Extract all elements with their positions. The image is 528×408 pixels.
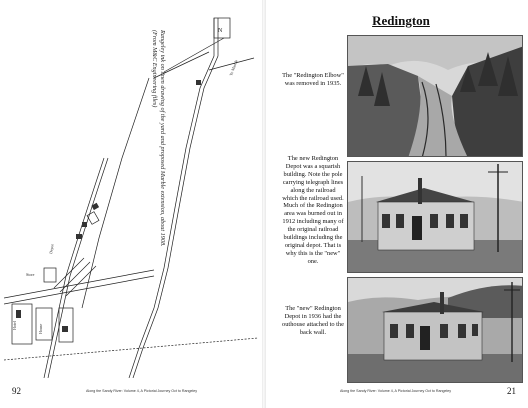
page-number-right: 21 <box>507 386 516 396</box>
photo-redington-elbow-image <box>348 36 523 157</box>
page-title: Redington <box>372 13 430 28</box>
track-map-drawing <box>4 8 258 378</box>
photo-new-redington-depot-image <box>348 162 523 273</box>
map-north-label: N <box>218 28 223 34</box>
map-label-depot: Depot <box>48 243 55 255</box>
map-label-house: House <box>38 323 43 334</box>
map-label-marble: To Marble <box>228 58 239 77</box>
map-caption: Rangeley ink on linen drawing of the yard and proposed Marble extension, about 1908. (From M&C Engineering files) <box>151 30 166 247</box>
photo-caption-new-depot: The new Redington Depot was a squarish building. Note the pole carrying telegraph lines along the railroad which the railroad used. Much of the Redington area was burned out in 1912 including many of the original railroad buildings including the original depot. That is why this is the "new" one. <box>282 155 344 265</box>
book-gutter <box>262 0 266 408</box>
running-footer-right: Along the Sandy River: Volume 4, A Pictorial Journey Oct to Rangeley <box>340 389 452 393</box>
map-linework <box>4 8 258 378</box>
page-number-left: 92 <box>12 386 21 396</box>
map-caption-block <box>150 30 168 250</box>
photo-redington-depot-1936 <box>347 277 523 383</box>
photo-new-redington-depot <box>347 161 523 273</box>
photo-redington-elbow <box>347 35 523 157</box>
running-footer-left: Along the Sandy River: Volume 4, A Pictorial Journey Oct to Rangeley <box>86 389 198 393</box>
photo-redington-depot-1936-image <box>348 278 523 383</box>
map-label-store: Store <box>26 272 35 277</box>
photo-caption-depot-1936: The "new" Redington Depot in 1936 had the outhouse attached to the back wall. <box>282 305 344 336</box>
photo-caption-elbow: The "Redington Elbow" was removed in 1935. <box>282 72 344 87</box>
map-label-hotel: Hotel <box>12 321 17 330</box>
